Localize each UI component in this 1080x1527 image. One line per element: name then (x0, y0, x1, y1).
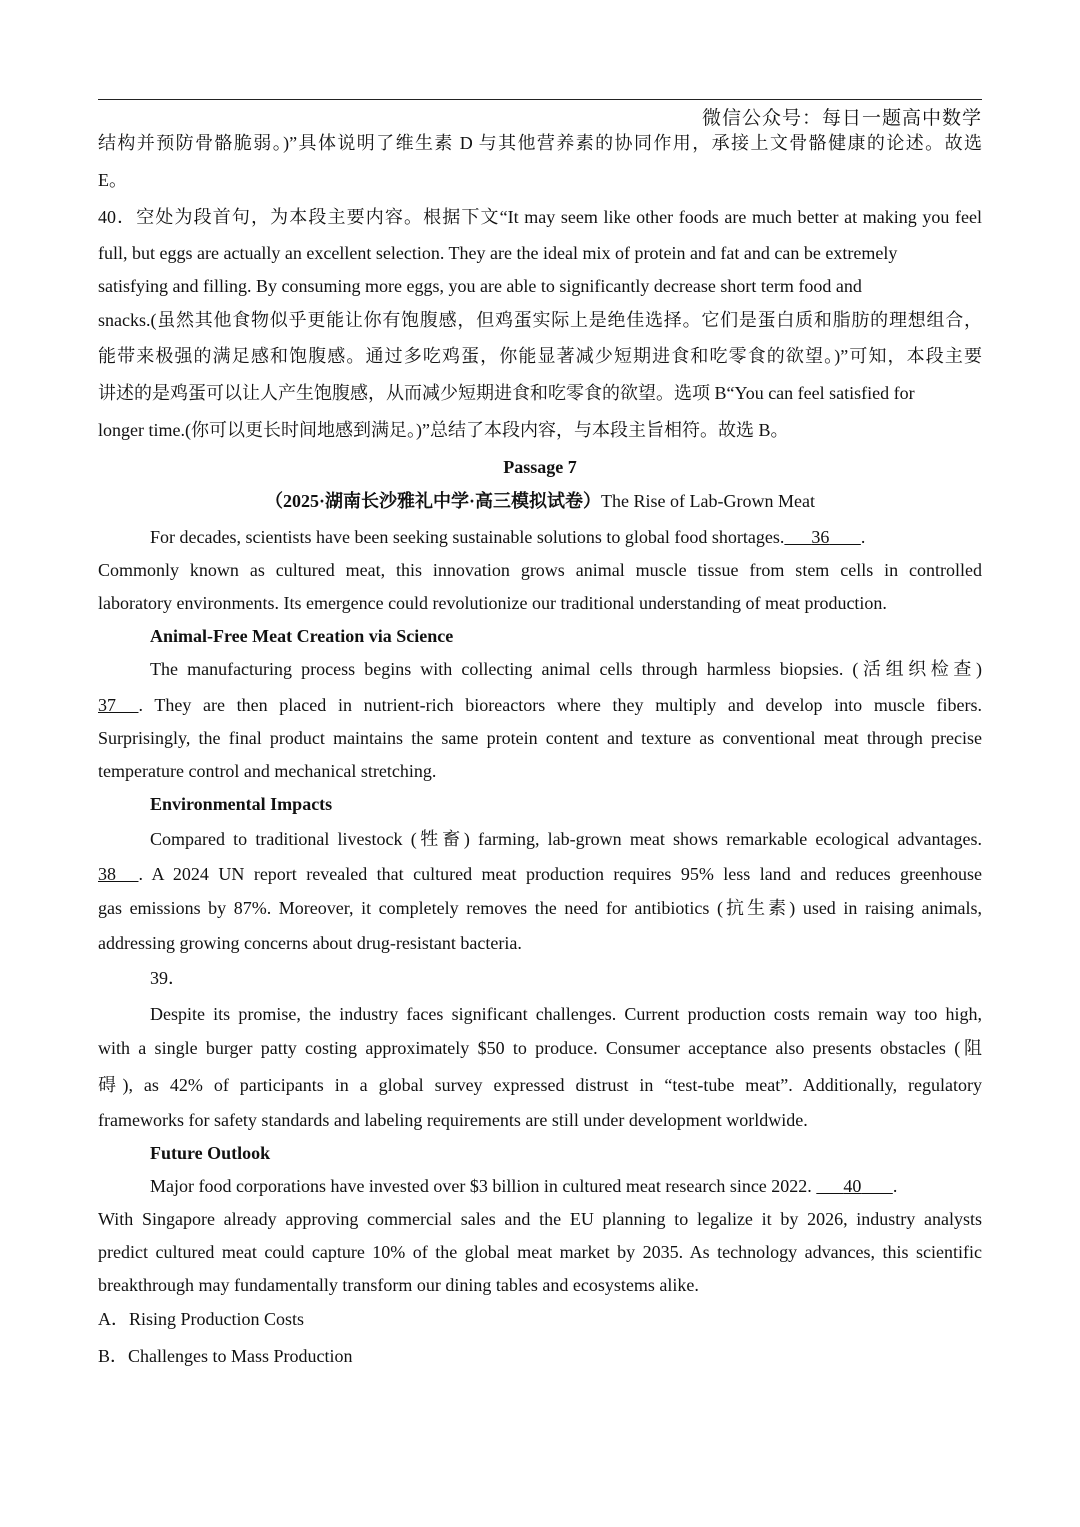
text: . (860, 527, 866, 547)
explanation-line: 结构并预防骨骼脆弱。)”具体说明了维生素 D 与其他营养素的协同作用，承接上文骨骼健康的论述。故选 (98, 133, 982, 153)
paragraph-line: addressing growing concerns about drug-resistant bacteria. (98, 933, 522, 953)
paragraph-line: With Singapore already approving commercial sales and the EU planning to legalize it by 2026, industry analysts (98, 1209, 982, 1229)
text: Major food corporations have invested over $3 billion in cultured meat research since 2022. (150, 1176, 812, 1196)
explanation-line: 40．空处为段首句，为本段主要内容。根据下文“It may seem like other foods are much better at making you feel (98, 207, 982, 227)
passage-heading (98, 489, 982, 513)
paragraph-line (150, 1174, 982, 1198)
paragraph-line: frameworks for safety standards and labeling requirements are still under development worldwide. (98, 1110, 808, 1130)
header-rule (98, 99, 982, 100)
paragraph-line (98, 693, 982, 717)
blank-number: 40 (843, 1176, 862, 1196)
explanation-line: E。 (98, 170, 127, 190)
paragraph-line (98, 862, 982, 886)
blank-40 (816, 1174, 893, 1198)
text: . A 2024 UN report revealed that cultured meat production requires 95% less land and reduces greenhouse (138, 864, 982, 884)
explanation-line: 讲述的是鸡蛋可以让人产生饱腹感，从而减少短期进食和吃零食的欲望。选项 B“You can feel satisfied for (98, 383, 915, 403)
blank-number: 38 (98, 864, 116, 884)
section-heading: Environmental Impacts (150, 794, 333, 814)
option-b: B．Challenges to Mass Production (98, 1346, 353, 1366)
paragraph-line: temperature control and mechanical stretching. (98, 761, 437, 781)
explanation-line: snacks.(虽然其他食物似乎更能让你有饱腹感，但鸡蛋实际上是绝佳选择。它们是蛋白质和脂肪的理想组合， (98, 310, 982, 330)
explanation-line: satisfying and filling. By consuming more eggs, you are able to significantly decrease short term food and (98, 276, 862, 296)
section-heading: Animal-Free Meat Creation via Science (150, 626, 454, 646)
paragraph-line (150, 525, 982, 549)
paragraph-line: Compared to traditional livestock (牲畜) farming, lab-grown meat shows remarkable ecological advantages. (150, 829, 982, 849)
option-a: A．Rising Production Costs (98, 1309, 305, 1329)
blank-number: 36 (811, 527, 830, 547)
section-heading: Future Outlook (150, 1143, 271, 1163)
text: . They are then placed in nutrient-rich bioreactors where they multiply and develop into muscle fibers. (138, 695, 982, 715)
paragraph-line: Commonly known as cultured meat, this innovation grows animal muscle tissue from stem cells in controlled (98, 560, 982, 580)
header-note: 微信公众号：每日一题高中数学 (701, 108, 982, 129)
explanation-line: longer time.(你可以更长时间地感到满足。)”总结了本段内容，与本段主旨相符。故选 B。 (98, 420, 789, 440)
blank-36 (784, 525, 861, 549)
paragraph-line: Surprisingly, the final product maintains the same protein content and texture as conventional meat through precise (98, 728, 982, 748)
explanation-line: 能带来极强的满足感和饱腹感。通过多吃鸡蛋，你能显著减少短期进食和吃零食的欲望。)”可知，本段主要 (98, 346, 982, 366)
blank-38 (98, 862, 139, 886)
blank-39: 39． (150, 968, 186, 988)
text: For decades, scientists have been seeking sustainable solutions to global food shortages. (150, 527, 785, 547)
paragraph-line: laboratory environments. Its emergence could revolutionize our traditional understanding of meat production. (98, 593, 887, 613)
passage-source: （2025·湖南长沙雅礼中学·高三模拟试卷） (265, 491, 602, 511)
paragraph-line: with a single burger patty costing approximately $50 to produce. Consumer acceptance also presents obstacles (阻 (98, 1038, 982, 1058)
paragraph-line: gas emissions by 87%. Moreover, it completely removes the need for antibiotics (抗生素) used in raising animals, (98, 898, 982, 918)
paragraph-line: The manufacturing process begins with collecting animal cells through harmless biopsies. (活组织检查) (150, 659, 982, 679)
passage-label: Passage 7 (503, 457, 577, 477)
blank-37 (98, 693, 139, 717)
explanation-line: full, but eggs are actually an excellent selection. They are the ideal mix of protein and fat and can be extremely (98, 243, 898, 263)
paragraph-line: Despite its promise, the industry faces significant challenges. Current production costs remain way too high, (150, 1004, 982, 1024)
passage-title: The Rise of Lab-Grown Meat (601, 491, 815, 511)
paragraph-line: breakthrough may fundamentally transform our dining tables and ecosystems alike. (98, 1275, 699, 1295)
paragraph-line: predict cultured meat could capture 10% of the global meat market by 2035. As technology advances, this scientific (98, 1242, 982, 1262)
blank-number: 37 (98, 695, 116, 715)
text: . (892, 1176, 898, 1196)
paragraph-line: 碍), as 42% of participants in a global survey expressed distrust in “test-tube meat”. Additionally, regulatory (98, 1075, 982, 1095)
